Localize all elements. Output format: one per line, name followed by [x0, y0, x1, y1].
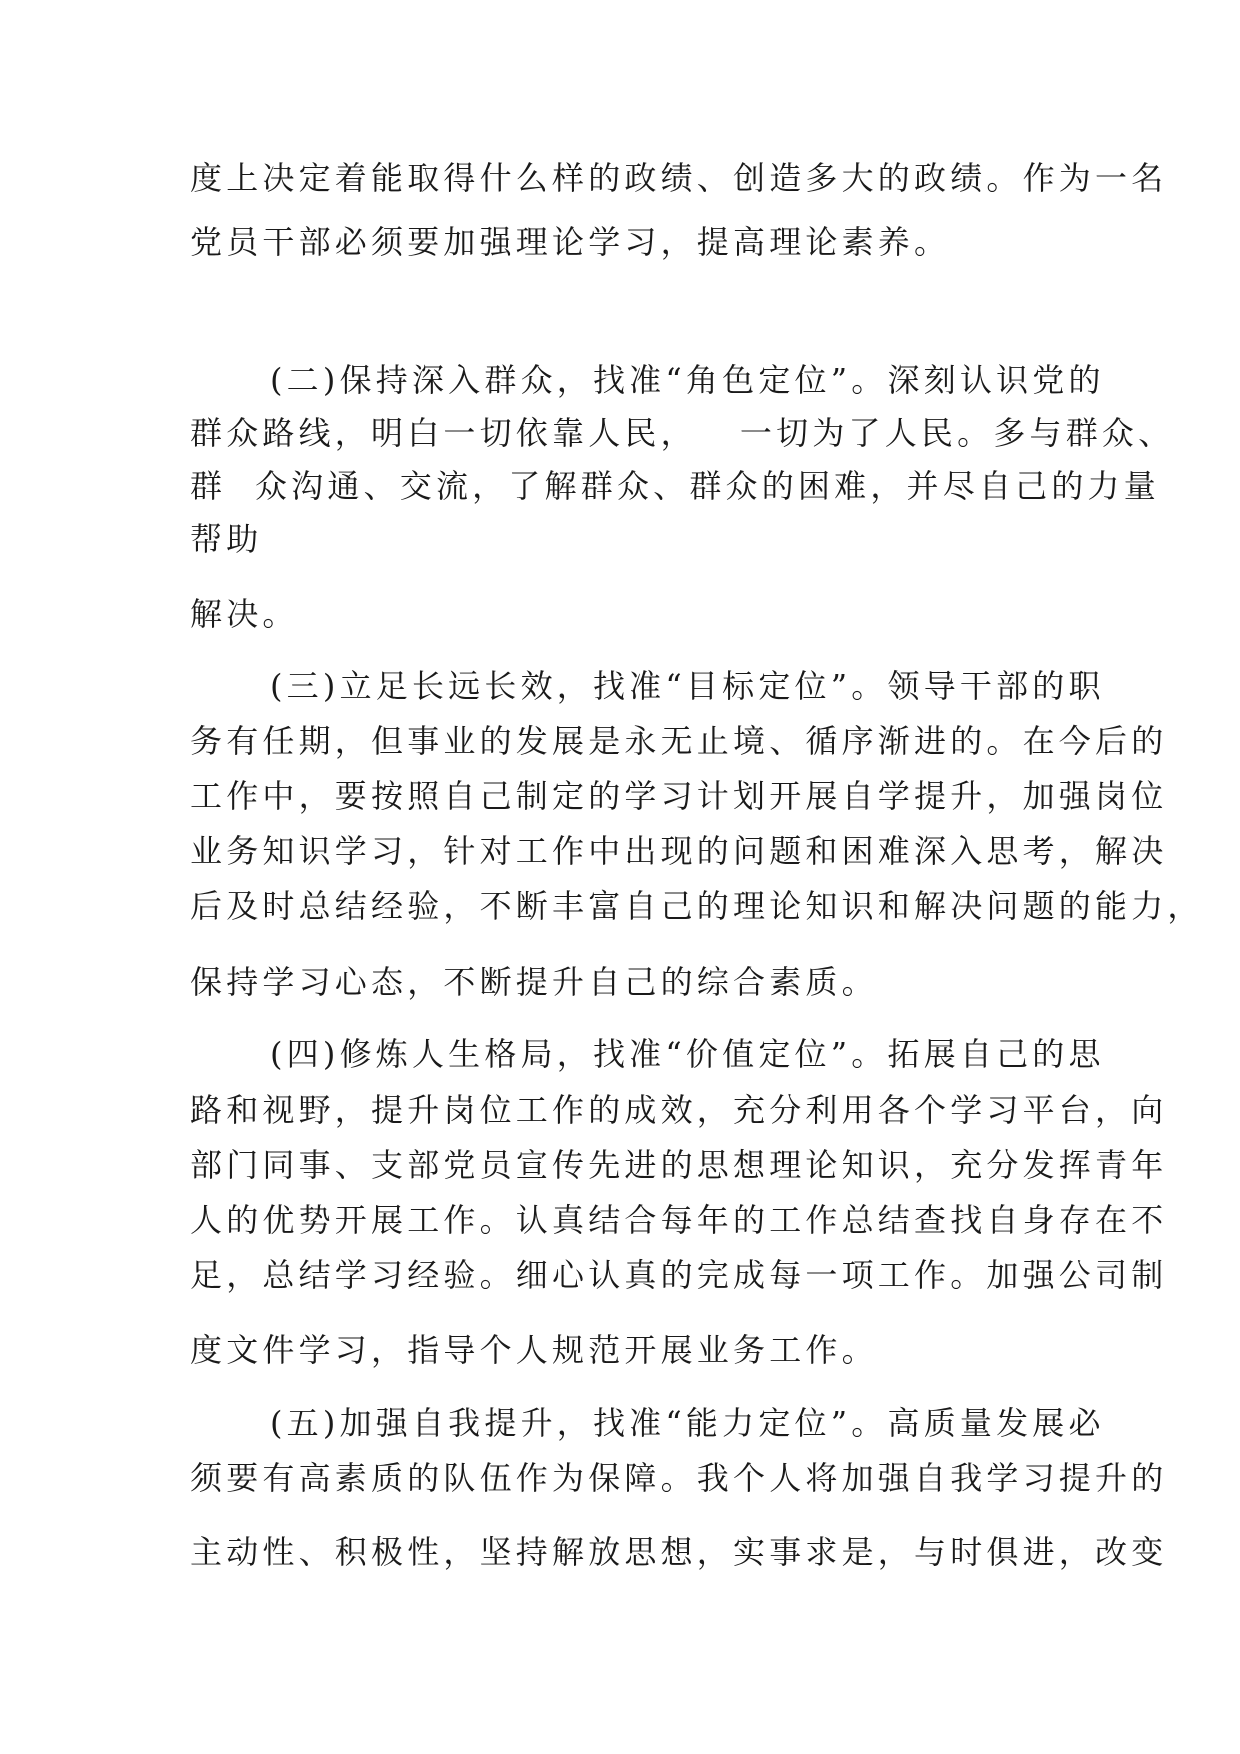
text-line: 业务知识学习，针对工作中出现的问题和困难深入思考，解决: [190, 832, 1168, 870]
section-heading-line: (五)加强自我提升，找准“能力定位”。高质量发展必: [270, 1404, 1105, 1442]
text-line: 部门同事、支部党员宣传先进的思想理论知识，充分发挥青年: [190, 1146, 1168, 1184]
text-line: 人的优势开展工作。认真结合每年的工作总结查找自身存在不: [190, 1201, 1168, 1239]
text-line: 群众路线，明白一切依靠人民， 一切为了人民。多与群众、: [190, 414, 1175, 452]
text-line: 帮助: [190, 520, 263, 558]
text-line: 解决。: [190, 595, 299, 633]
section-heading-line: (二)保持深入群众，找准“角色定位”。深刻认识党的: [270, 361, 1105, 399]
text-line: 群 众沟通、交流，了解群众、群众的困难，并尽自己的力量: [190, 467, 1160, 505]
text-line: 度文件学习，指导个人规范开展业务工作。: [190, 1331, 878, 1369]
text-line: 后及时总结经验，不断丰富自己的理论知识和解决问题的能力，: [190, 887, 1204, 925]
text-line: 务有任期，但事业的发展是永无止境、循序渐进的。在今后的: [190, 722, 1168, 760]
text-line: 须要有高素质的队伍作为保障。我个人将加强自我学习提升的: [190, 1459, 1168, 1497]
text-line: 足，总结学习经验。细心认真的完成每一项工作。加强公司制: [190, 1256, 1168, 1294]
section-heading-line: (四)修炼人生格局，找准“价值定位”。拓展自己的思: [270, 1035, 1105, 1073]
section-heading-line: (三)立足长远长效，找准“目标定位”。领导干部的职: [270, 667, 1105, 705]
text-line: 党员干部必须要加强理论学习，提高理论素养。: [190, 223, 951, 261]
text-line: 保持学习心态，不断提升自己的综合素质。: [190, 963, 878, 1001]
text-line: 工作中，要按照自己制定的学习计划开展自学提升，加强岗位: [190, 777, 1168, 815]
text-line: 路和视野，提升岗位工作的成效，充分利用各个学习平台，向: [190, 1091, 1168, 1129]
text-line: 主动性、积极性，坚持解放思想，实事求是，与时俱进，改变: [190, 1533, 1168, 1571]
text-line: 度上决定着能取得什么样的政绩、创造多大的政绩。作为一名: [190, 159, 1168, 197]
